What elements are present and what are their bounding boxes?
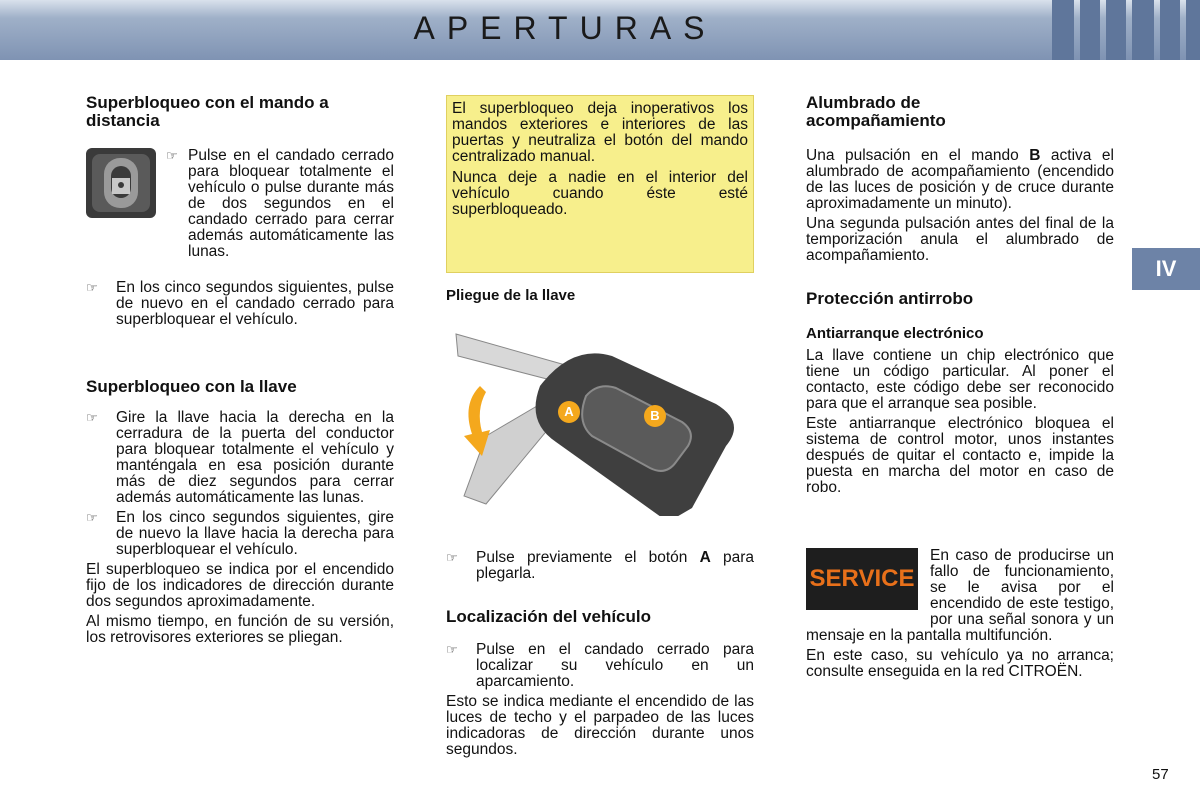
paragraph: Una pulsación en el mando B activa el alumbrado de acompañamiento (encendido de las luces de posición y de cruce durante aproximadamente un minuto). <box>806 147 1114 212</box>
paragraph: En este caso, su vehículo ya no arranca; consulte enseguida en la red CITROËN. <box>806 647 1114 680</box>
folding-key-image <box>446 326 754 516</box>
header-stripe <box>1106 0 1126 60</box>
closed-padlock-icon <box>86 148 156 218</box>
section-title: Alumbrado de acompañamiento <box>806 93 946 130</box>
header-stripe <box>1132 0 1154 60</box>
chapter-tab[interactable]: IV <box>1132 248 1200 290</box>
section-title: Superbloqueo con la llave <box>86 377 297 396</box>
header-stripe <box>1186 0 1200 60</box>
warning-note-box <box>446 95 754 273</box>
service-block <box>806 548 1114 680</box>
list-item: ☞ Pulse en el candado cerrado para bloquear totalmente el vehículo o pulse durante más de dos segundos en el candado cerrado para cerrar además automáticamente las lunas. <box>166 147 394 260</box>
page-number: 57 <box>1152 766 1169 783</box>
key-illustration <box>446 326 754 516</box>
column-middle <box>446 288 754 762</box>
page-title: APERTURAS <box>413 10 717 46</box>
paragraph: Esto se indica mediante el encendido de las luces de techo y el parpadeo de las luces indicadoras de dirección durante unos segundos. <box>446 693 754 758</box>
service-warning-icon: SERVICE <box>806 548 918 610</box>
subsection-title: Antiarranque electrónico <box>806 325 984 342</box>
subsection-title: Pliegue de la llave <box>446 287 576 304</box>
note-paragraph: El superbloqueo deja inoperativos los mandos exteriores e interiores de las puertas y neutraliza el botón del mando centralizado manual. <box>452 100 748 165</box>
list-item: ☞ En los cinco segundos siguientes, gire de nuevo la llave hacia la derecha para superbloquear el vehículo. <box>86 509 394 558</box>
paragraph: La llave contiene un chip electrónico que tiene un código particular. Al poner el contacto, este código debe ser reconocido para que el arranque sea posible. <box>806 347 1114 412</box>
key-label-b: B <box>644 405 666 427</box>
section-title: Localización del vehículo <box>446 607 651 626</box>
list-item: ☞ Pulse previamente el botón A para plegarla. <box>446 549 754 582</box>
header-stripe <box>1080 0 1100 60</box>
header-bar <box>0 0 1200 60</box>
hand-pointing-icon: ☞ <box>86 510 98 525</box>
key-label-a: A <box>558 401 580 423</box>
note-paragraph: Nunca deje a nadie en el interior del vehículo cuando éste esté superbloqueado. <box>452 169 748 218</box>
column-left <box>86 94 394 650</box>
list-item: ☞ Gire la llave hacia la derecha en la cerradura de la puerta del conductor para bloquear totalmente el vehículo y manténgala en esa posición durante más de diez segundos para cerrar además automáticamente las lunas. <box>86 409 394 506</box>
paragraph: Este antiarranque electrónico bloquea el sistema de control motor, unos instantes después de quitar el contacto e, impide la puesta en marcha del motor en caso de robo. <box>806 415 1114 496</box>
paragraph: En caso de producirse un fallo de funcionamiento, se le avisa por el encendido de este testigo, por una señal sonora y un mensaje en la pantalla multifunción. <box>806 547 1114 644</box>
list-item: ☞ Pulse en el candado cerrado para localizar su vehículo en un aparcamiento. <box>446 641 754 690</box>
hand-pointing-icon: ☞ <box>86 410 98 425</box>
hand-pointing-icon: ☞ <box>86 280 98 295</box>
section-title: Superbloqueo con el mando a distancia <box>86 93 329 130</box>
hand-pointing-icon: ☞ <box>166 148 178 163</box>
column-right <box>806 94 1114 684</box>
paragraph: Al mismo tiempo, en función de su versión, los retrovisores exteriores se pliegan. <box>86 613 394 646</box>
header-stripe <box>1052 0 1074 60</box>
paragraph: El superbloqueo se indica por el encendido fijo de los indicadores de dirección durante dos segundos aproximadamente. <box>86 561 394 610</box>
hand-pointing-icon: ☞ <box>446 642 458 657</box>
section-title: Protección antirrobo <box>806 289 974 308</box>
list-item: ☞ En los cinco segundos siguientes, pulse de nuevo en el candado cerrado para superbloquear el vehículo. <box>86 279 394 328</box>
header-stripe <box>1160 0 1180 60</box>
hand-pointing-icon: ☞ <box>446 550 458 565</box>
paragraph: Una segunda pulsación antes del final de la temporización anula el alumbrado de acompañamiento. <box>806 215 1114 264</box>
lock-block <box>86 148 394 280</box>
